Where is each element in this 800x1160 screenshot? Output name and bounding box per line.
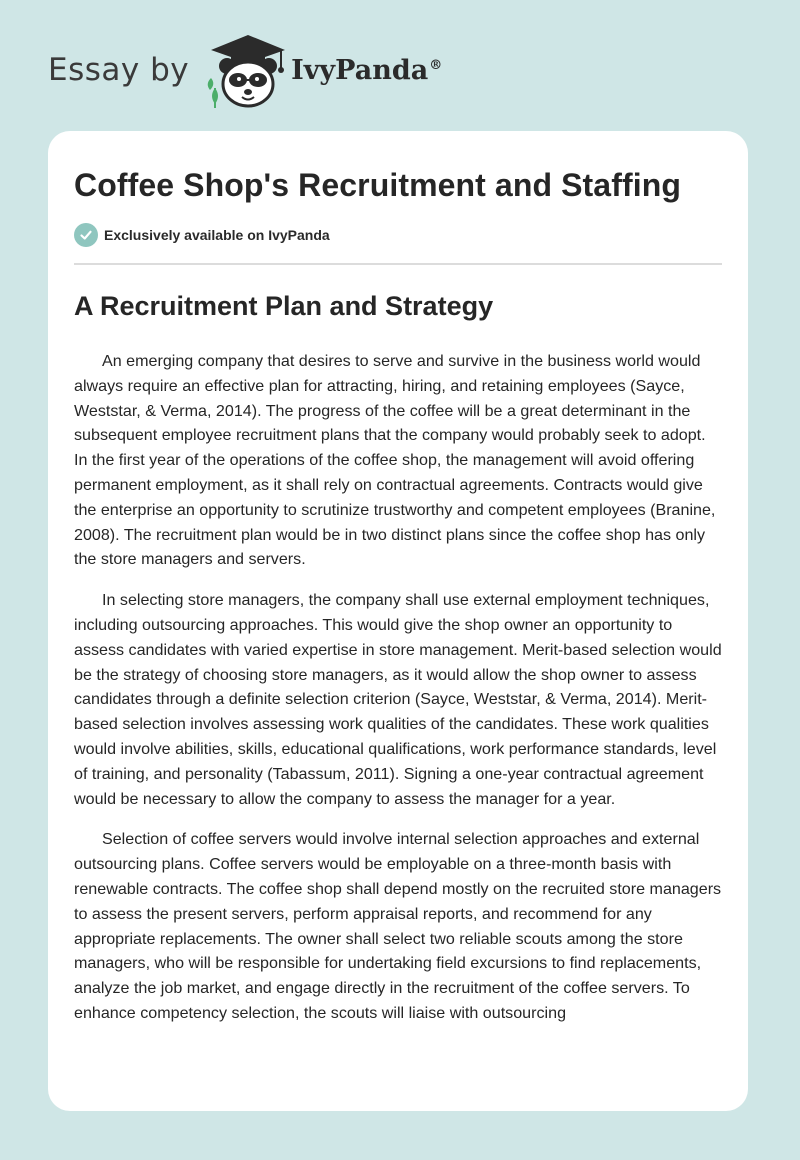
brand-header[interactable]: [48, 30, 442, 110]
exclusive-badge: [74, 223, 722, 265]
paragraph: An emerging company that desires to serve and survive in the business world would always require an effective plan for attracting, hiring, and retaining employees (Sayce, Weststar, & Verma, 2014). The progress of the coffee will be a great determinant in the subsequent employee recruitment plans that the company would probably seek to adopt. In the first year of the operations of the coffee shop, the management will avoid offering permanent employment, as it shall rely on contractual agreements. Contracts would give the enterprise an opportunity to scrutinize trustworthy and competent employees (Branine, 2008). The recruitment plan would be in two distinct plans since the coffee shop has only the store managers and servers.: [74, 352, 716, 569]
exclusive-badge-text: Exclusively available on IvyPanda: [104, 227, 330, 243]
essay-title: Coffee Shop's Recruitment and Staffing: [74, 167, 682, 203]
brand-prefix: Essay by: [48, 52, 190, 88]
check-circle-icon: [74, 223, 98, 247]
brand-name: [291, 55, 442, 86]
paragraph: Selection of coffee servers would involve internal selection approaches and external outsourcing plans. Coffee servers would be employable on a three-month basis with renewable contracts. The coffee shop shall depend mostly on the recruited store managers to assess the present servers, perform appraisal reports, and recommend for any appropriate replacements. The owner shall select two reliable scouts among the store managers, who will be responsible for undertaking field excursions to find replacements, analyze the job market, and engage directly in the recruitment of the coffee servers. To enhance competency selection, the scouts will liaise with outsourcing: [74, 830, 722, 1022]
brand-name-text: IvyPanda: [291, 54, 429, 86]
registered-mark: ®: [429, 57, 443, 73]
paragraph: In selecting store managers, the company shall use external employment techniques, including outsourcing approaches. This would give the shop owner an opportunity to assess candidates with varied expertise in store management. Merit-based selection would be the strategy of choosing store managers, as it would allow the shop owner to assess candidates through a definite selection criterion (Sayce, Weststar, & Verma, 2014). Merit-based selection involves assessing work qualities of the candidates. These work qualities would involve abilities, skills, educational qualifications, work performance standards, level of training, and personality (Tabassum, 2011). Signing a one-year contractual agreement would be necessary to allow the company to assess the manager for a year.: [74, 591, 722, 808]
check-mark-icon: [79, 228, 93, 242]
essay-card: [48, 131, 748, 1111]
section-heading: A Recruitment Plan and Strategy: [74, 291, 494, 321]
panda-logo-icon: [203, 30, 289, 110]
